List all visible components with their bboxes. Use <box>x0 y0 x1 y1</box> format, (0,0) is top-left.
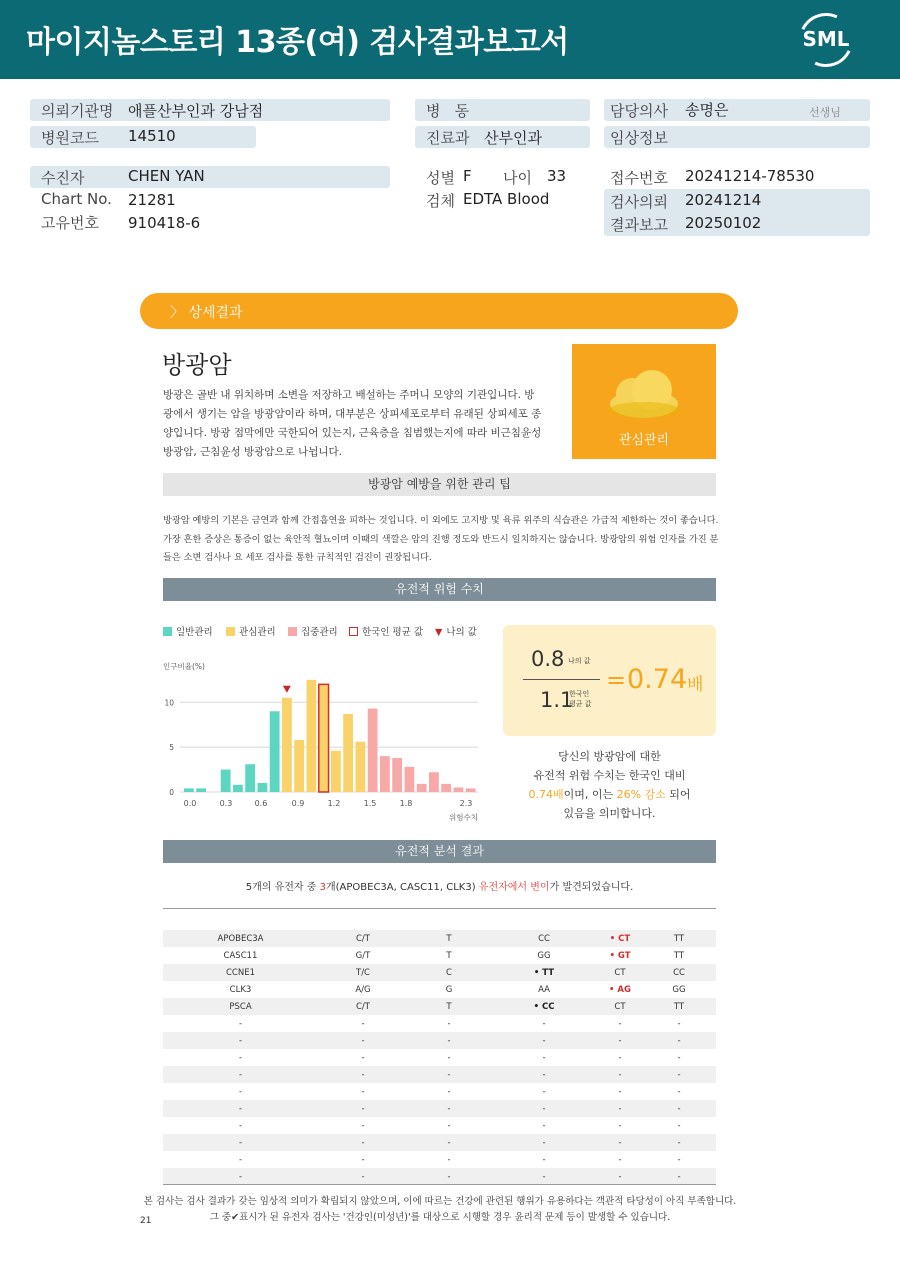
legend-my-value: ▼ 나의 값 <box>435 627 477 638</box>
chart-bar <box>405 767 415 792</box>
specimen-label: 검체 <box>426 192 455 210</box>
table-row <box>163 981 716 998</box>
gene-cell-g3: - <box>677 1086 681 1097</box>
gene-cell-g2: - <box>598 1100 642 1117</box>
table-row <box>163 1168 716 1185</box>
sex-label: 성별 <box>426 169 455 187</box>
chart-bar <box>245 764 255 792</box>
chart-xtick: 0.3 <box>219 799 233 808</box>
avg-value: 1.1 <box>540 688 574 712</box>
chart-bar <box>196 788 206 792</box>
institution-value: 애플산부인과 강남점 <box>128 102 264 120</box>
clinical-label: 임상정보 <box>610 129 668 147</box>
avg-label-1: 한국인 <box>569 690 590 698</box>
gene-cell-g1: - <box>542 1154 546 1165</box>
gene-cell-g3: - <box>642 1168 716 1185</box>
doctor-suffix: 선생님 <box>809 106 841 119</box>
table-bottom-rule <box>163 1184 716 1185</box>
chart-bar <box>454 788 464 792</box>
gene-cell-g3: - <box>642 1066 716 1083</box>
gene-cell-risk: - <box>447 1052 451 1063</box>
chart-xtick: 1.8 <box>399 799 413 808</box>
uid-label: 고유번호 <box>41 214 99 232</box>
chart-bar <box>307 680 317 792</box>
subject-label: 수진자 <box>41 169 85 187</box>
gene-cell-allele: - <box>361 1052 365 1063</box>
status-box <box>572 344 716 459</box>
chart-bar <box>368 709 378 792</box>
risk-summary <box>503 747 716 823</box>
chart-bar <box>319 684 329 792</box>
gene-cell-risk: T <box>408 998 490 1015</box>
chart-xlabel: 위험수치 <box>449 813 478 822</box>
gene-cell-risk: - <box>447 1086 451 1097</box>
request-value: 20241214 <box>685 191 762 209</box>
legend-korean-avg: 한국인 평균 값 <box>349 624 423 638</box>
gene-cell-g3: - <box>677 1154 681 1165</box>
gene-cell-g1: - <box>490 1100 598 1117</box>
risk-histogram <box>160 650 490 825</box>
gene-cell-allele: - <box>361 1154 365 1165</box>
chart-xtick: 0.6 <box>254 799 268 808</box>
gene-cell-allele: C/T <box>318 998 408 1015</box>
gene-cell-gene: APOBEC3A <box>163 930 318 947</box>
gene-cell-risk: - <box>408 1100 490 1117</box>
chart-bar <box>258 783 268 792</box>
gene-cell-gene: CCNE1 <box>163 964 318 981</box>
gene-cell-g1: - <box>542 1052 546 1063</box>
ratio-box <box>503 625 716 736</box>
chart-xtick: 1.2 <box>327 799 341 808</box>
gene-cell-g2: • AG <box>609 984 631 995</box>
subject-value: CHEN YAN <box>128 167 205 185</box>
table-row <box>163 1049 716 1066</box>
gene-cell-risk: C <box>408 964 490 981</box>
risk-summary-line4: 있음을 의미합니다. <box>563 807 656 820</box>
avg-label-2: 평균 값 <box>569 700 592 708</box>
my-value: 0.8 <box>531 647 565 671</box>
equals-sign: = <box>606 666 627 694</box>
gene-cell-risk: - <box>408 1168 490 1185</box>
gene-cell-gene: - <box>163 1168 318 1185</box>
gene-cell-g1: - <box>542 1120 546 1131</box>
gene-cell-risk: - <box>447 1120 451 1131</box>
my-value-label: 나의 값 <box>568 657 591 665</box>
chart-bar <box>441 784 451 792</box>
gene-cell-gene: - <box>163 1066 318 1083</box>
gene-cell-g3: - <box>642 1100 716 1117</box>
risk-summary-line1: 당신의 방광암에 대한 <box>558 750 661 763</box>
chart-bar <box>356 742 366 792</box>
table-row <box>163 1134 716 1151</box>
table-row <box>163 1083 716 1100</box>
table-row <box>163 930 716 947</box>
doctor-value: 송명은 <box>685 101 729 119</box>
chart-no-label: Chart No. <box>41 190 112 208</box>
sml-logo <box>799 13 853 67</box>
risk-summary-line3: 0.74배이며, 이는 26% 감소 되어 <box>528 788 691 801</box>
detail-result-label: 〉 상세결과 <box>170 305 243 321</box>
gene-cell-allele: - <box>318 1032 408 1049</box>
gene-cell-g1: - <box>490 1134 598 1151</box>
report-title: 마이지놈스토리 13종(여) 검사결과보고서 <box>26 25 569 60</box>
report-header <box>0 0 900 79</box>
gene-cell-g1: GG <box>537 950 551 961</box>
gene-cell-g1: - <box>490 1066 598 1083</box>
gene-cell-risk: - <box>447 1154 451 1165</box>
gene-cell-allele: - <box>318 1168 408 1185</box>
gene-cell-g1: - <box>490 1032 598 1049</box>
tips-header: 방광암 예방을 위한 관리 팁 <box>163 473 716 496</box>
chart-xtick: 0.9 <box>291 799 305 808</box>
gene-cell-g2: - <box>598 1032 642 1049</box>
gene-cell-g1: • CC <box>490 998 598 1015</box>
table-row <box>163 947 716 964</box>
gene-cell-gene: - <box>238 1052 243 1063</box>
chart-bar <box>184 788 194 792</box>
institution-label: 의뢰기관명 <box>41 102 114 120</box>
table-row <box>163 1151 716 1168</box>
gene-cell-g3: TT <box>673 950 685 961</box>
gene-cell-g2: - <box>598 1134 642 1151</box>
gene-cell-allele: - <box>318 1066 408 1083</box>
uid-value: 910418-6 <box>128 214 201 232</box>
table-row <box>163 1032 716 1049</box>
doctor-label: 담당의사 <box>610 102 668 120</box>
gene-cell-g2: - <box>618 1052 622 1063</box>
cloud-icon <box>572 354 716 434</box>
gene-cell-g1: - <box>490 1168 598 1185</box>
chart-bar <box>429 772 439 792</box>
chart-bar <box>380 756 390 792</box>
gene-cell-allele: - <box>361 1086 365 1097</box>
specimen-value: EDTA Blood <box>463 190 550 208</box>
gene-cell-gene: - <box>238 1154 243 1165</box>
gene-cell-g2: • GT <box>609 950 631 961</box>
gene-cell-gene: - <box>163 1134 318 1151</box>
receipt-label: 접수번호 <box>610 169 668 187</box>
gene-cell-gene: CLK3 <box>229 984 252 995</box>
report-value: 20250102 <box>685 214 762 232</box>
gene-cell-risk: T <box>446 950 452 961</box>
ratio-unit: 배 <box>687 675 704 695</box>
table-row <box>163 1015 716 1032</box>
gene-cell-allele: - <box>361 1120 365 1131</box>
gene-cell-risk: - <box>408 1066 490 1083</box>
chart-ytick: 10 <box>164 698 174 708</box>
gene-cell-g3: - <box>642 1134 716 1151</box>
chart-xtick: 1.5 <box>363 799 377 808</box>
footnote <box>140 1194 740 1226</box>
table-row <box>163 1066 716 1083</box>
receipt-value: 20241214-78530 <box>685 167 815 185</box>
gene-cell-g2: - <box>618 1120 622 1131</box>
hospital-code-label: 병원코드 <box>41 129 99 147</box>
chart-bar <box>221 770 231 792</box>
gene-cell-gene: - <box>163 1032 318 1049</box>
chart-bar <box>294 740 304 792</box>
dept-value: 산부인과 <box>484 129 542 147</box>
gene-cell-allele: A/G <box>355 984 371 995</box>
chart-no-value: 21281 <box>128 191 176 209</box>
ratio-result: 0.74 <box>627 664 688 695</box>
chart-bar <box>466 788 476 792</box>
analysis-header: 유전적 분석 결과 <box>163 840 716 863</box>
gene-cell-g3: GG <box>672 984 686 995</box>
gene-cell-g2: CT <box>598 964 642 981</box>
table-row <box>163 1100 716 1117</box>
gene-cell-allele: - <box>318 1134 408 1151</box>
gene-cell-g3: - <box>677 1120 681 1131</box>
chart-xtick: 2.3 <box>459 799 473 808</box>
gene-cell-allele: C/T <box>318 930 408 947</box>
request-label: 검사의뢰 <box>610 193 668 211</box>
gene-cell-g1: - <box>542 1086 546 1097</box>
risk-summary-line2: 유전적 위험 수치는 한국인 대비 <box>533 769 686 782</box>
gene-cell-g3: TT <box>642 998 716 1015</box>
analysis-summary: 5개의 유전자 중 3개(APOBEC3A, CASC11, CLK3) 유전자에서 변이가 발견되었습니다. <box>245 882 634 893</box>
gene-cell-risk: T <box>408 930 490 947</box>
page-number: 21 <box>140 1216 152 1226</box>
hospital-code-value: 14510 <box>128 127 176 145</box>
gene-cell-gene: - <box>238 1018 243 1029</box>
chart-bar <box>282 698 292 792</box>
gene-cell-gene: - <box>238 1120 243 1131</box>
gene-cell-gene: PSCA <box>163 998 318 1015</box>
gene-cell-allele: G/T <box>355 950 371 961</box>
table-row <box>163 1117 716 1134</box>
gene-cell-g3: - <box>677 1052 681 1063</box>
gene-cell-g1: - <box>542 1018 546 1029</box>
gene-cell-g2: - <box>618 1154 622 1165</box>
detail-result-bar <box>140 293 738 329</box>
gene-cell-risk: G <box>445 984 453 995</box>
gene-cell-risk: - <box>447 1018 451 1029</box>
chart-ylabel: 인구비율(%) <box>163 662 205 671</box>
gene-cell-g2: - <box>618 1018 622 1029</box>
chart-bar <box>270 711 280 792</box>
age-value: 33 <box>547 167 567 185</box>
gene-cell-g1: CC <box>490 930 598 947</box>
sex-value: F <box>463 167 472 185</box>
gene-cell-g3: TT <box>642 930 716 947</box>
chart-ytick: 0 <box>169 788 174 797</box>
table-top-rule <box>163 908 716 909</box>
legend-attention: 관심관리 <box>226 624 276 638</box>
gene-cell-risk: - <box>408 1032 490 1049</box>
dept-label: 진료과 <box>426 129 470 147</box>
disease-title: 방광암 <box>162 351 232 379</box>
risk-header: 유전적 위험 수치 <box>163 578 716 601</box>
chart-bar <box>392 758 402 792</box>
chart-xtick: 0.0 <box>183 799 197 808</box>
gene-cell-g1: • TT <box>490 964 598 981</box>
gene-cell-gene: CASC11 <box>223 950 258 961</box>
my-value-marker <box>283 686 291 693</box>
gene-cell-gene: - <box>238 1086 243 1097</box>
gene-cell-g2: - <box>598 1066 642 1083</box>
chart-bar <box>233 785 243 792</box>
logo-text: SML <box>802 27 850 51</box>
status-label: 관심관리 <box>618 433 670 448</box>
footnote-line1: 본 검사는 검사 결과가 갖는 임상적 의미가 확립되지 않았으며, 이에 따르는 건강에 관련된 행위가 유용하다는 객관적 타당성이 아직 부족합니다. <box>143 1196 737 1207</box>
fraction-line <box>523 679 600 680</box>
legend-intensive: 집중관리 <box>288 624 338 638</box>
gene-cell-allele: - <box>361 1018 365 1029</box>
footnote-line2: 그 중✔표시가 된 유전자 검사는 '건강인(미성년)'를 대상으로 시행할 경우 윤리적 문제 등이 발생할 수 있습니다. <box>209 1212 671 1223</box>
gene-cell-g2: - <box>598 1168 642 1185</box>
chart-bar <box>343 714 353 792</box>
gene-table <box>163 930 716 1185</box>
gene-cell-g2: - <box>618 1086 622 1097</box>
gene-cell-g3: CC <box>642 964 716 981</box>
gene-cell-gene: - <box>163 1100 318 1117</box>
gene-cell-g2: CT <box>598 998 642 1015</box>
gene-cell-g3: - <box>642 1032 716 1049</box>
gene-cell-g2: • CT <box>598 930 642 947</box>
table-row <box>163 964 716 981</box>
legend-normal: 일반관리 <box>163 624 213 638</box>
report-label: 결과보고 <box>610 216 668 234</box>
chart-bar <box>331 751 341 792</box>
gene-cell-g3: - <box>677 1018 681 1029</box>
tips-text: 방광암 예방의 기본은 금연과 함께 간접흡연을 피하는 것입니다. 이 외에도 고지방 및 육류 위주의 식습관은 가급적 제한하는 것이 좋습니다. 가장 흔한 증상은 통증이 없는 육안적 혈뇨이며 이때의 색깔은 암의 진행 정도와 반드시 일치하지는 않습니다. 방광암의 위험 인자를 가진 분들은 소변 검사나 요 세포 검사를 통한 규칙적인 검진이 권장됩니다. <box>163 515 719 563</box>
gene-cell-g1: AA <box>538 984 550 995</box>
chart-bar <box>417 784 427 792</box>
table-row <box>163 998 716 1015</box>
gene-cell-risk: - <box>408 1134 490 1151</box>
age-label: 나이 <box>503 169 532 187</box>
ward-label: 병 동 <box>426 102 470 120</box>
gene-cell-allele: - <box>318 1100 408 1117</box>
disease-description: 방광은 골반 내 위치하며 소변을 저장하고 배설하는 주머니 모양의 기관입니다. 방광에서 생기는 암을 방광암이라 하며, 대부분은 상피세포로부터 유래된 상피세포 종양입니다. 방광 점막에만 국한되어 있는지, 근육층을 침범했는지에 따라 비근침윤성 방광암, 근침윤성 방광암으로 나뉩니다. <box>163 389 542 458</box>
chart-ytick: 5 <box>169 743 174 753</box>
gene-cell-allele: T/C <box>318 964 408 981</box>
